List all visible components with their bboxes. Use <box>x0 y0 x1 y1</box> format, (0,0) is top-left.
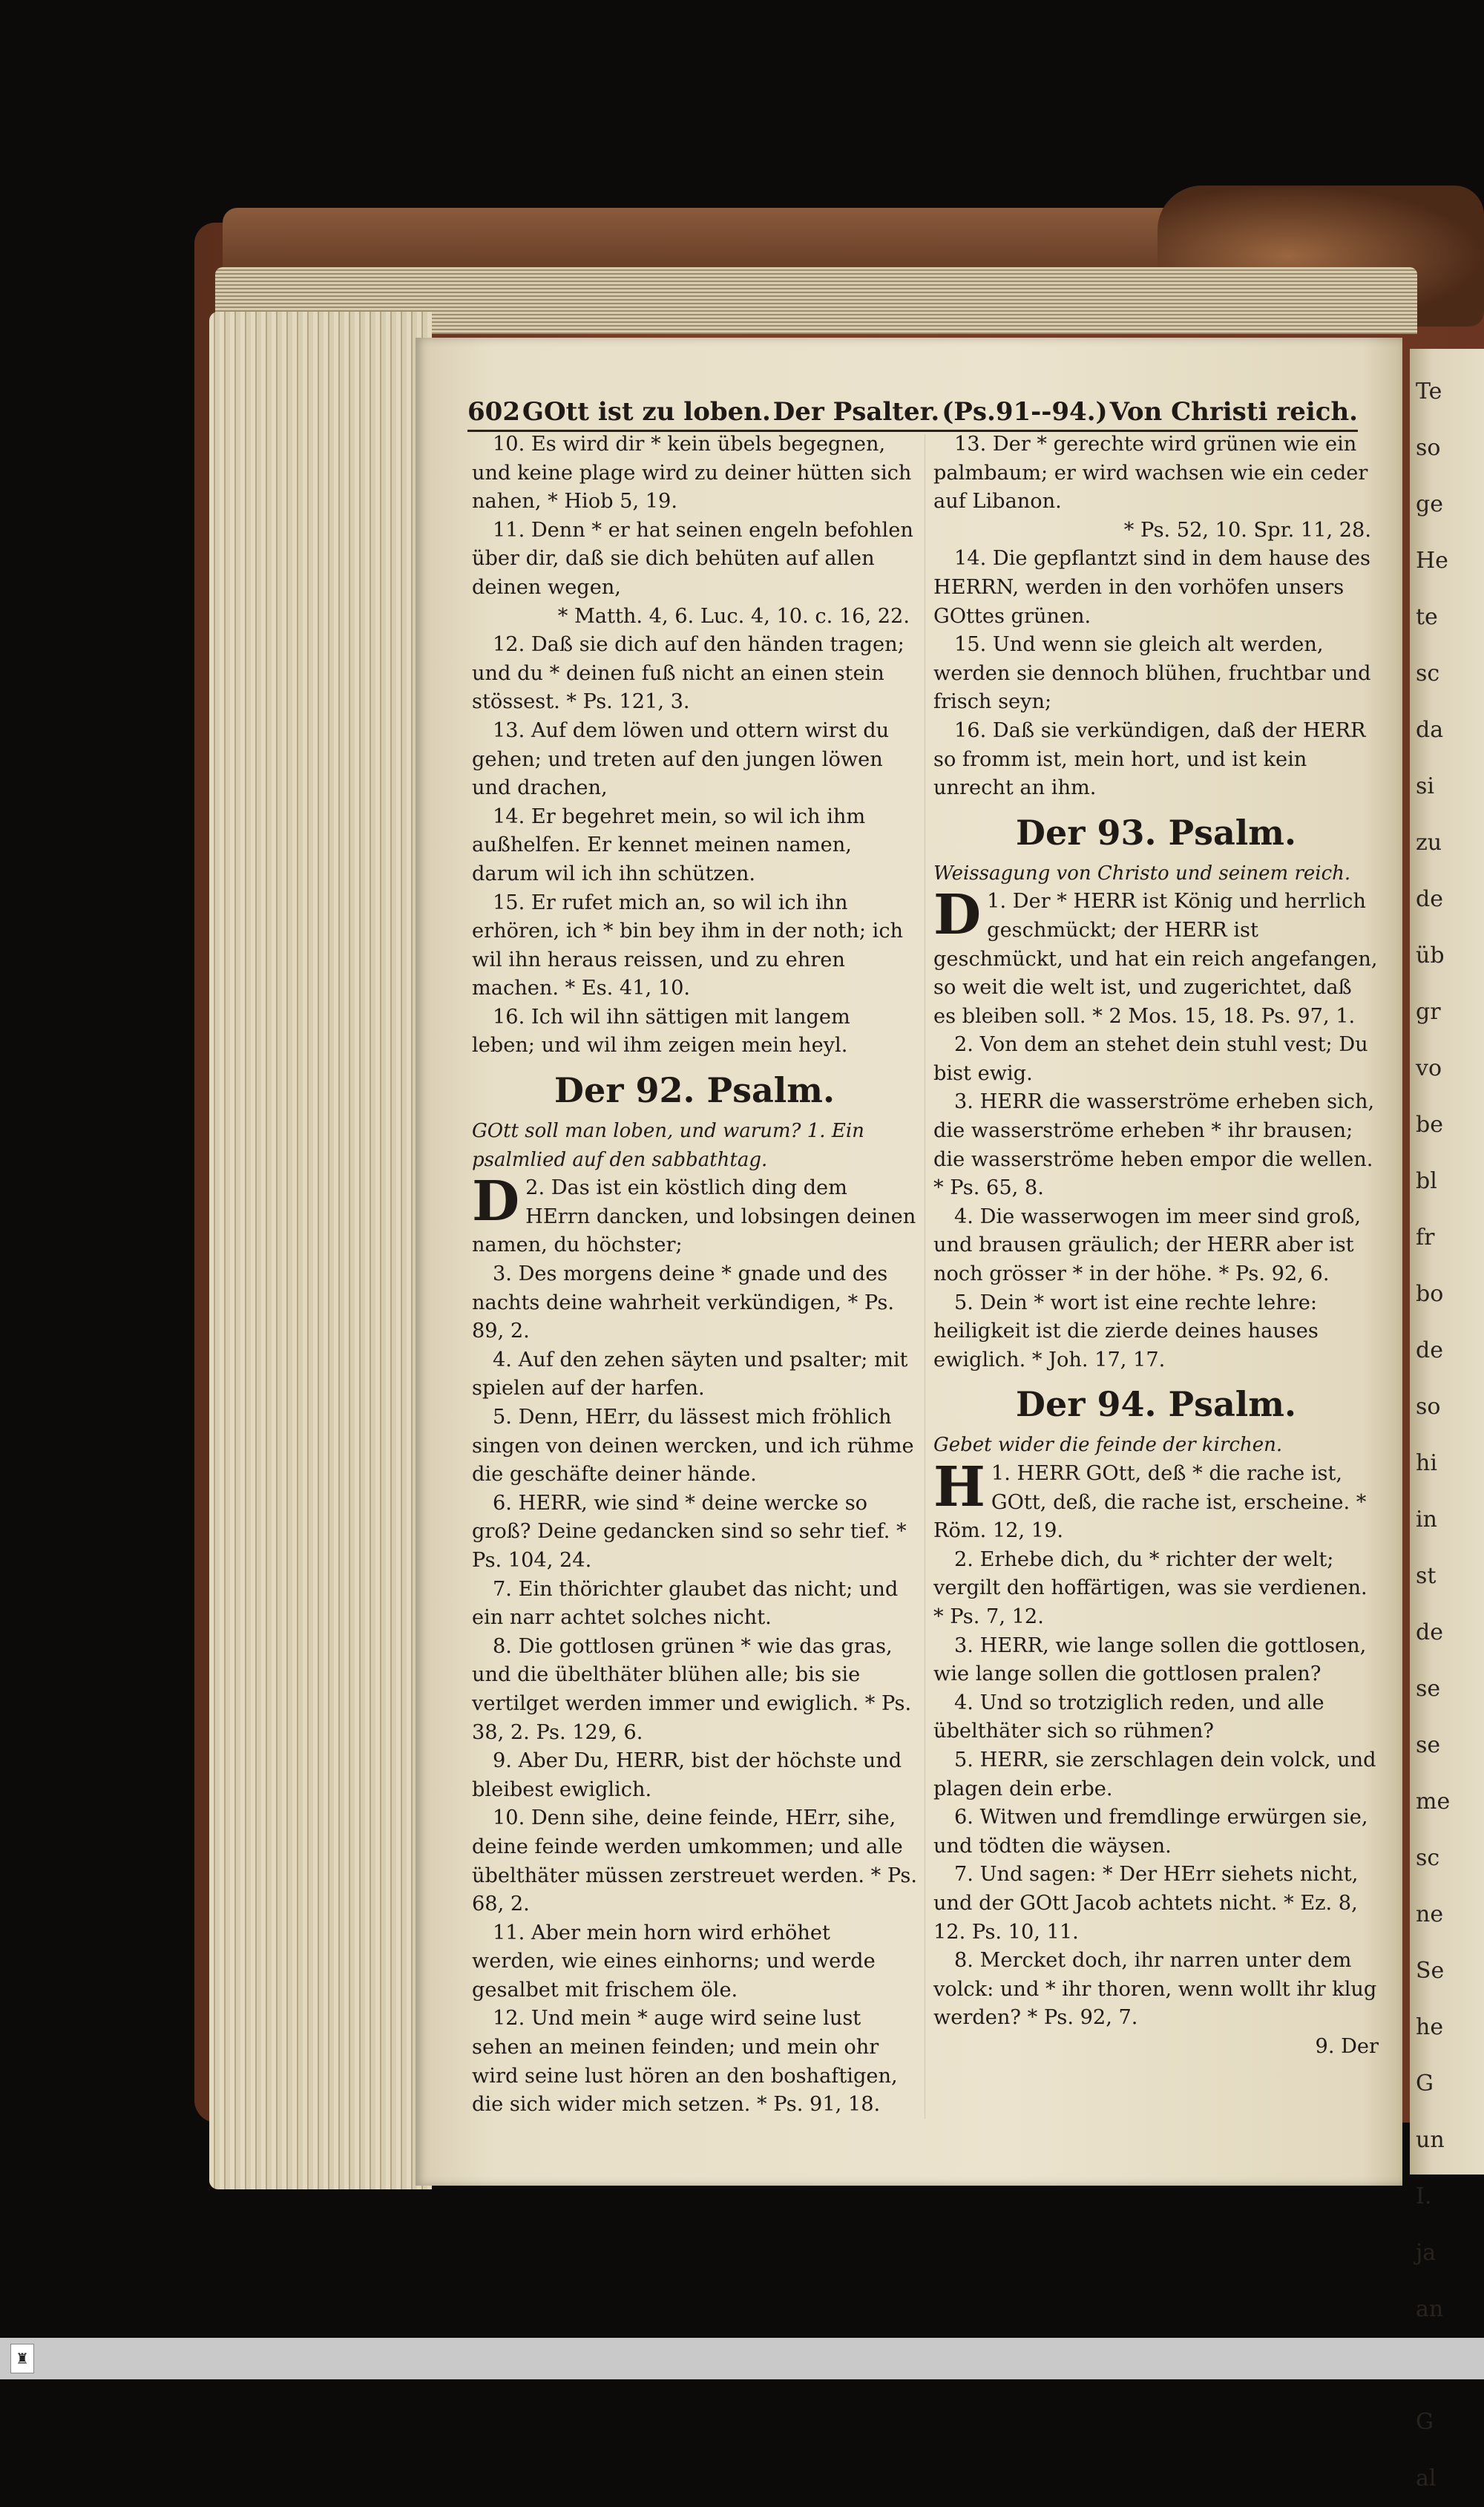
verse: 6. Witwen und fremdlinge erwürgen sie, und tödten die wäysen. <box>933 1806 1368 1858</box>
verse: 4. Auf den zehen säyten und psalter; mit spielen auf der harfen. <box>472 1348 908 1400</box>
psalm-summary: GOtt soll man loben, und warum? 1. Ein psalmlied auf den sabbathtag. <box>472 1120 864 1171</box>
facing-page-fragment: sc <box>1416 1845 1440 1871</box>
page-number: 602 <box>467 397 520 427</box>
facing-page-fragment: Se <box>1416 1958 1445 1984</box>
verse-with-initial <box>933 1455 1379 1546</box>
verse: 9. Aber Du, HERR, bist der höchste und bleibest ewiglich. <box>472 1749 902 1801</box>
verse: 11. Aber mein horn wird erhöhet werden, wie eines einhorns; und werde gesalbet mit frischem öle. <box>472 1921 876 2002</box>
verse: 13. Der * gerechte wird grünen wie ein palmbaum; er wird wachsen wie ein ceder auf Libanon. <box>933 433 1368 514</box>
verse: 4. Die wasserwogen im meer sind groß, und brausen gräulich; der HERR aber ist noch grösser * in der höhe. * Ps. 92, 6. <box>933 1205 1362 1286</box>
verse: 16. Ich wil ihn sättigen mit langem leben; und wil ihm zeigen mein heyl. <box>472 1005 850 1058</box>
facing-page-fragment: ne <box>1416 1901 1444 1927</box>
facing-page-fragment: he <box>1416 2014 1444 2040</box>
facing-page-fragment: so <box>1416 1394 1441 1420</box>
header-book: Der Psalter. <box>772 397 940 427</box>
header-range: (Ps.91--94.) <box>942 397 1108 427</box>
verse-with-initial <box>933 883 1379 1031</box>
verse: 4. Und so trotziglich reden, und alle übelthäter sich so rühmen? <box>933 1691 1324 1743</box>
facing-page-fragment: üb <box>1416 943 1445 969</box>
facing-page-fragment: so <box>1416 435 1441 461</box>
facing-page-edge <box>1410 349 1484 2491</box>
facing-page-fragment: ja <box>1416 2240 1437 2266</box>
facing-page-fragment: G <box>1416 2071 1434 2097</box>
facing-page-fragment: fr <box>1416 1225 1435 1251</box>
facing-page-fragment: un <box>1416 2127 1445 2153</box>
verse: 14. Er begehret mein, so wil ich ihm außhelfen. Er kennet meinen namen, darum wil ich ihn schützen. <box>472 804 866 885</box>
facing-page-fragment: al <box>1416 2465 1437 2491</box>
facing-page-fragment: te <box>1416 604 1438 630</box>
facing-page-fragment: st <box>1416 1563 1437 1589</box>
verse: 10. Es wird dir * kein übels begegnen, und keine plage wird zu deiner hütten sich nahen, * Hiob 5, 19. <box>472 433 912 514</box>
verse: 2. Erhebe dich, du * richter der welt; vergilt den hoffärtigen, was sie verdienen. * Ps. 7, 12. <box>933 1547 1368 1628</box>
verse: 3. Des morgens deine * gnade und des nachts deine wahrheit verkündigen, * Ps. 89, 2. <box>472 1262 894 1343</box>
facing-page-fragment: gr <box>1416 999 1441 1025</box>
verse: 7. Ein thörichter glaubet das nicht; und ein narr achtet solches nicht. <box>472 1577 899 1630</box>
psalm-summary: Weissagung von Christo und seinem reich. <box>933 862 1351 885</box>
verse: 10. Denn sihe, deine feinde, HErr, sihe, deine feinde werden umkommen; und alle übelthäter müssen zerstreuet werden. * Ps. 68, 2. <box>472 1806 918 1916</box>
right-column <box>933 430 1379 2061</box>
facing-page-fragment: bl <box>1416 1168 1437 1194</box>
facing-page-fragment: in <box>1416 1507 1437 1533</box>
verse: 7. Und sagen: * Der HErr siehets nicht, und der GOtt Jacob achtets nicht. * Ez. 8, 12. Ps. 10, 11. <box>933 1863 1359 1944</box>
facing-page-fragment: ge <box>1416 491 1443 517</box>
verse: 8. Mercket doch, ihr narren unter dem volck: und * ihr thoren, wenn wollt ihr klug werden? * Ps. 92, 7. <box>933 1949 1377 2030</box>
header-right-topic: Von Christi reich. <box>1109 397 1358 427</box>
psalm-heading: Der 92. Psalm. <box>554 1070 835 1111</box>
verse: 15. Und wenn sie gleich alt werden, werden sie dennoch blühen, fruchtbar und frisch seyn; <box>933 633 1371 714</box>
facing-page-fragment: zu <box>1416 830 1442 856</box>
facing-page-fragment: G <box>1416 2409 1434 2435</box>
facing-page-fragment: se <box>1416 1732 1441 1758</box>
verse: 12. Daß sie dich auf den händen tragen; und du * deinen fuß nicht an einen stein stössest. * Ps. 121, 3. <box>472 633 904 714</box>
facing-page-fragment: de <box>1416 886 1443 912</box>
facing-page-fragment: vo <box>1416 1055 1442 1081</box>
verse: 14. Die gepflantzt sind in dem hause des HERRN, werden in den vorhöfen unsers GOttes grünen. <box>933 547 1370 628</box>
facing-page-fragments <box>1416 364 1450 2507</box>
drop-cap-initial: H <box>933 1455 985 1519</box>
cross-reference: * Ps. 52, 10. Spr. 11, 28. <box>1123 518 1371 542</box>
drop-cap-initial: D <box>933 883 982 948</box>
psalm-heading: Der 94. Psalm. <box>1016 1384 1296 1425</box>
verse: 6. HERR, wie sind * deine wercke so groß? Deine gedancken sind so sehr tief. * Ps. 104, 24. <box>472 1491 907 1572</box>
facing-page-fragment: sc <box>1416 661 1440 686</box>
verse: 3. HERR die wasserströme erheben sich, die wasserströme erheben * ihr brausen; die wasserströme heben empor die wellen. * Ps. 65, 8. <box>933 1090 1375 1200</box>
facing-page-fragment: be <box>1416 1112 1443 1138</box>
facing-page-fragment: He <box>1416 548 1448 574</box>
facing-page-fragment: Te <box>1416 378 1442 404</box>
facing-page-fragment: I. <box>1416 2183 1432 2209</box>
facing-page-fragment: de <box>1416 1619 1443 1645</box>
facing-page-fragment: me <box>1416 1789 1451 1815</box>
verse: 16. Daß sie verkündigen, daß der HERR so fromm ist, mein hort, und ist kein unrecht an ihm. <box>933 718 1366 800</box>
facing-page-fragment: bo <box>1416 1281 1444 1307</box>
verse-text: 1. Der * HERR ist König und herrlich geschmückt; der HERR ist geschmückt, und hat ein reich angefangen, so weit die welt ist, und zugerichtet, daß es bleiben soll. * 2 Mos. 15, 18. Ps. 97, 1. <box>933 890 1378 1028</box>
facing-page-fragment: an <box>1416 2296 1444 2322</box>
header-left-topic: GOtt ist zu loben. <box>522 397 771 427</box>
facing-page-fragment: si <box>1416 773 1434 799</box>
verse: 5. HERR, sie zerschlagen dein volck, und plagen dein erbe. <box>933 1748 1376 1800</box>
verse: 15. Er rufet mich an, so wil ich ihn erhören, ich * bin bey ihm in der noth; ich wil ihn heraus reissen, und zu ehren machen. * Es. 41, 10. <box>472 891 904 1000</box>
drop-cap-initial: D <box>472 1170 520 1234</box>
verse: 12. Und mein * auge wird seine lust sehen an meinen feinden; und mein ohr wird seine lust hören an den boshaftigen, die sich wider mich setzen. * Ps. 91, 18. <box>472 2007 898 2117</box>
facing-page-fragment: de <box>1416 1337 1443 1363</box>
left-column <box>472 430 917 2120</box>
library-logo-icon[interactable]: ♜ <box>10 2344 34 2373</box>
facing-page-fragment: hi <box>1416 1450 1437 1476</box>
viewer-bottom-bar <box>0 2338 1484 2379</box>
verse: 5. Dein * wort ist eine rechte lehre: heiligkeit ist die zierde deines hauses ewiglich. * Joh. 17, 17. <box>933 1291 1319 1372</box>
verse-text: 1. HERR GOtt, deß * die rache ist, GOtt, deß, die rache ist, erscheine. * Röm. 12, 19. <box>933 1462 1367 1543</box>
verse: 2. Von dem an stehet dein stuhl vest; Du bist ewig. <box>933 1033 1368 1085</box>
facing-page-fragment: se <box>1416 1676 1441 1702</box>
verse-text: 2. Das ist ein köstlich ding dem HErrn dancken, und lobsingen deinen namen, du höchster; <box>472 1176 916 1257</box>
verse: 5. Denn, HErr, du lässest mich fröhlich singen von deinen wercken, und ich rühme die geschäfte deiner hände. <box>472 1406 914 1487</box>
cross-reference: * Matth. 4, 6. Luc. 4, 10. c. 16, 22. <box>557 604 910 628</box>
running-header <box>467 382 1358 432</box>
psalm-heading: Der 93. Psalm. <box>1016 812 1296 853</box>
verse: 8. Die gottlosen grünen * wie das gras, und die übelthäter blühen alle; bis sie vertilget werden immer und ewiglich. * Ps. 38, 2. Ps. 129, 6. <box>472 1634 912 1744</box>
facing-page-fragment: da <box>1416 717 1444 743</box>
verse: 11. Denn * er hat seinen engeln befohlen über dir, daß sie dich behüten auf allen deinen wegen, <box>472 518 913 599</box>
page-stack <box>209 312 432 2189</box>
verse-with-initial <box>472 1170 917 1260</box>
catchword: 9. Der <box>1315 2034 1379 2058</box>
verse: 3. HERR, wie lange sollen die gottlosen, wie lange sollen die gottlosen pralen? <box>933 1633 1367 1686</box>
psalm-summary: Gebet wider die feinde der kirchen. <box>933 1434 1283 1457</box>
verse: 13. Auf dem löwen und ottern wirst du gehen; und treten auf den jungen löwen und drachen, <box>472 718 890 800</box>
